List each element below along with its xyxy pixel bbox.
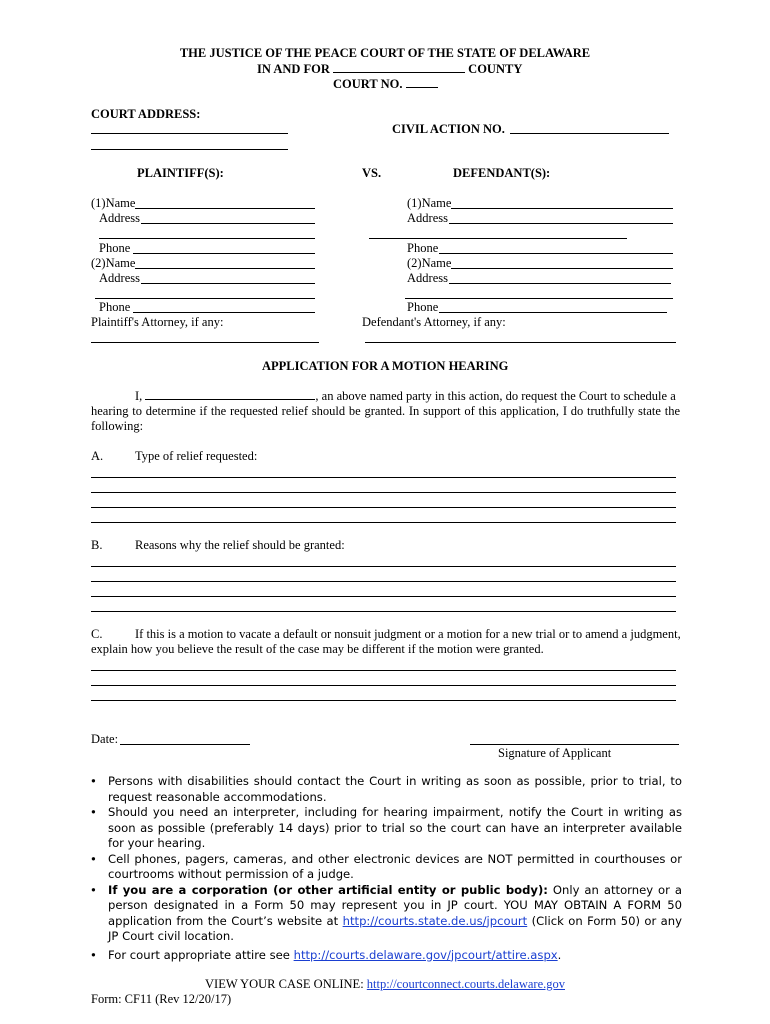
notices-list xyxy=(88,774,682,963)
notice-item xyxy=(88,774,682,805)
defendant-name2-label: (2)Name xyxy=(407,256,452,270)
plaintiff-phone2-label: Phone xyxy=(99,300,131,314)
court-no-line xyxy=(333,77,438,92)
section-c-line[interactable] xyxy=(91,685,676,686)
signature-label: Signature of Applicant xyxy=(498,746,612,760)
signature-field[interactable] xyxy=(470,744,679,745)
bullet-icon: • xyxy=(90,851,97,866)
defendant-address1-label: Address xyxy=(407,211,448,225)
notice-attire-text: For court appropriate attire see xyxy=(108,947,294,962)
date-label: Date: xyxy=(91,732,119,746)
plaintiff-phone1-field[interactable] xyxy=(133,253,315,254)
defendant-name1-label: (1)Name xyxy=(407,196,452,210)
plaintiff-address2-label: Address xyxy=(99,271,140,285)
court-title: THE JUSTICE OF THE PEACE COURT OF THE STATE OF DELAWARE xyxy=(179,46,591,60)
notice-item xyxy=(88,948,682,964)
notice-item xyxy=(88,852,682,883)
applicant-name-field[interactable] xyxy=(145,389,315,400)
attire-link[interactable]: http://courts.delaware.gov/jpcourt/attire.aspx xyxy=(293,947,558,962)
county-suffix: COUNTY xyxy=(468,62,523,76)
courtconnect-link[interactable]: http://courtconnect.courts.delaware.gov xyxy=(366,977,565,991)
defendant-name2-field[interactable] xyxy=(451,268,673,269)
section-c-label: C. xyxy=(91,627,103,641)
court-no-label: COURT NO. xyxy=(333,77,403,91)
plaintiff-attorney-label: Plaintiff's Attorney, if any: xyxy=(91,315,224,329)
plaintiff-address1-field[interactable] xyxy=(141,223,315,224)
bullet-icon: • xyxy=(90,805,97,819)
view-case-label: VIEW YOUR CASE ONLINE: xyxy=(205,977,367,991)
form-id: Form: CF11 (Rev 12/20/17) xyxy=(91,992,232,1006)
notice-item xyxy=(88,805,682,852)
section-c-text-line1: If this is a motion to vacate a default or nonsuit judgment or a motion for a new trial or to amend a judgment, xyxy=(135,627,681,641)
intro-line1-rest: , an above named party in this action, do request the Court to schedule a xyxy=(315,389,676,403)
defendant-heading: DEFENDANT(S): xyxy=(453,166,551,180)
defendant-address1-line2[interactable] xyxy=(369,238,627,239)
view-case-line xyxy=(205,977,565,992)
intro-paragraph: hearing to determine if the requested relief should be granted. In support of this application, I do truthfully state the following: xyxy=(91,404,680,433)
notice-interpreter: Should you need an interpreter, including for hearing impairment, notify the Court in writing as soon as possible (preferably 14 days) prior to trial so the court can have an interpreter available for your hearing. xyxy=(108,805,682,850)
notice-corporation-text: Only an attorney or a person designated in a Form 50 may represent you in JP court. YOU MAY OBTAIN A FORM 50 application from the Court’s website at xyxy=(108,882,682,928)
court-address-line-2[interactable] xyxy=(91,149,288,150)
defendant-attorney-field[interactable] xyxy=(365,342,676,343)
section-c-line[interactable] xyxy=(91,700,676,701)
defendant-phone1-label: Phone xyxy=(407,241,439,255)
defendant-attorney-label: Defendant's Attorney, if any: xyxy=(362,315,506,329)
notice-item xyxy=(88,883,682,945)
plaintiff-address1-line2[interactable] xyxy=(99,238,315,239)
county-line xyxy=(257,62,522,77)
court-no-field[interactable] xyxy=(406,77,438,88)
section-a-text: Type of relief requested: xyxy=(135,449,258,463)
county-prefix: IN AND FOR xyxy=(257,62,330,76)
section-c-line[interactable] xyxy=(91,670,676,671)
plaintiff-phone1-label: Phone xyxy=(99,241,131,255)
notice-devices: Cell phones, pagers, cameras, and other electronic devices are NOT permitted in courthouses or courtrooms without permission of a judge. xyxy=(108,851,682,881)
plaintiff-address1-label: Address xyxy=(99,211,140,225)
section-b-label: B. xyxy=(91,538,103,552)
plaintiff-name1-field[interactable] xyxy=(135,208,315,209)
section-b-line[interactable] xyxy=(91,581,676,582)
plaintiff-address2-field[interactable] xyxy=(141,283,315,284)
plaintiff-name2-label: (2)Name xyxy=(91,256,136,270)
civil-action-label: CIVIL ACTION NO. xyxy=(392,122,505,136)
notice-corporation-after: (Click on Form 50) or any JP Court civil location. xyxy=(108,913,682,943)
court-address-line-1[interactable] xyxy=(91,133,288,134)
section-c-text-line2: explain how you believe the result of the case may be different if the motion were granted. xyxy=(91,642,544,656)
section-a-line[interactable] xyxy=(91,507,676,508)
notice-attire-after: . xyxy=(557,947,562,962)
bullet-icon: • xyxy=(90,774,97,788)
defendant-phone2-label: Phone xyxy=(407,300,439,314)
jpcourt-link[interactable]: http://courts.state.de.us/jpcourt xyxy=(342,913,528,928)
civil-action-field[interactable] xyxy=(510,133,669,134)
bullet-icon: • xyxy=(90,947,97,962)
section-a-label: A. xyxy=(91,449,104,463)
plaintiff-address2-line2[interactable] xyxy=(95,298,315,299)
vs-label: VS. xyxy=(362,166,382,180)
section-b-line[interactable] xyxy=(91,596,676,597)
defendant-address2-label: Address xyxy=(407,271,448,285)
intro-i: I, xyxy=(135,389,143,403)
defendant-name1-field[interactable] xyxy=(451,208,673,209)
section-b-line[interactable] xyxy=(91,566,676,567)
section-b-line[interactable] xyxy=(91,611,676,612)
plaintiff-name1-label: (1)Name xyxy=(91,196,136,210)
section-a-line[interactable] xyxy=(91,477,676,478)
defendant-address2-field[interactable] xyxy=(449,283,671,284)
section-b-text: Reasons why the relief should be granted: xyxy=(135,538,345,552)
defendant-address1-field[interactable] xyxy=(449,223,673,224)
application-title: APPLICATION FOR A MOTION HEARING xyxy=(262,359,509,373)
plaintiff-phone2-field[interactable] xyxy=(133,312,315,313)
defendant-address2-line2[interactable] xyxy=(405,298,673,299)
defendant-phone2-field[interactable] xyxy=(439,312,667,313)
date-field[interactable] xyxy=(120,744,250,745)
section-a-line[interactable] xyxy=(91,492,676,493)
county-field[interactable] xyxy=(333,62,465,73)
notice-disabilities: Persons with disabilities should contact the Court in writing as soon as possible, prior to trial, to request reasonable accommodations. xyxy=(108,774,682,804)
defendant-phone1-field[interactable] xyxy=(439,253,673,254)
notice-corporation-heading: If you are a corporation (or other artificial entity or public body): xyxy=(108,882,548,897)
section-a-line[interactable] xyxy=(91,522,676,523)
plaintiff-heading: PLAINTIFF(S): xyxy=(137,166,224,180)
intro-line1 xyxy=(135,389,676,404)
bullet-icon: • xyxy=(90,882,97,897)
court-address-label: COURT ADDRESS: xyxy=(91,107,201,121)
plaintiff-name2-field[interactable] xyxy=(135,268,315,269)
plaintiff-attorney-field[interactable] xyxy=(91,342,319,343)
